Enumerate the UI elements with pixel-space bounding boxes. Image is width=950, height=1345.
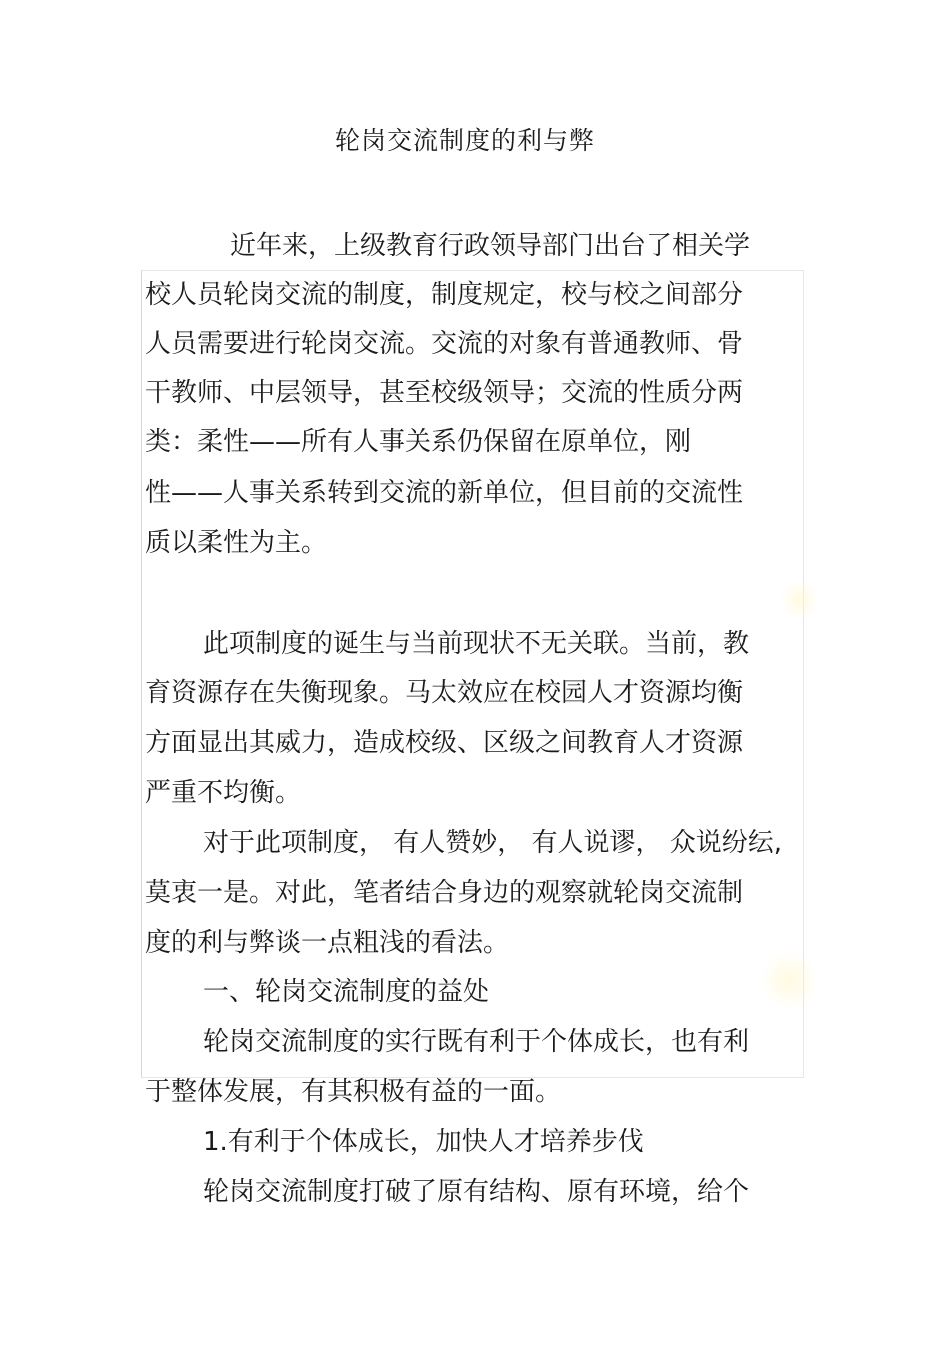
paragraph-line: 严重不均衡。 [145,778,302,808]
background-stain [780,580,820,620]
paragraph-line: 轮岗交流制度的实行既有利于个体成长，也有利 [203,1027,750,1057]
paragraph-line: 于整体发展，有其积极有益的一面。 [145,1077,562,1107]
paragraph-line: 类：柔性——所有人事关系仍保留在原单位，刚 [145,427,692,457]
subsection-heading: 1.有利于个体成长，加快人才培养步伐 [203,1127,644,1157]
paragraph-line: 方面显出其威力，造成校级、区级之间教育人才资源 [145,728,744,758]
paragraph-line: 对于此项制度， 有人赞妙， 有人说谬， 众说纷纭, [203,828,783,858]
paragraph-line: 此项制度的诞生与当前现状不无关联。当前，教 [203,629,750,659]
paragraph-line: 度的利与弊谈一点粗浅的看法。 [145,928,510,958]
paragraph-line: 干教师、中层领导，甚至校级领导；交流的性质分两 [145,378,744,408]
paragraph-line: 性——人事关系转到交流的新单位，但目前的交流性 [145,478,744,508]
paragraph-line: 校人员轮岗交流的制度，制度规定，校与校之间部分 [145,280,744,310]
paragraph-line: 人员需要进行轮岗交流。交流的对象有普通教师、骨 [145,329,744,359]
paragraph-line: 近年来，上级教育行政领导部门出台了相关学 [230,231,751,261]
paragraph-line: 质以柔性为主。 [145,528,328,558]
document-title: 轮岗交流制度的利与弊 [334,126,595,155]
paragraph-line: 育资源存在失衡现象。马太效应在校园人才资源均衡 [145,678,744,708]
paragraph-line: 轮岗交流制度打破了原有结构、原有环境，给个 [203,1177,750,1207]
paragraph-line: 莫衷一是。对此，笔者结合身边的观察就轮岗交流制 [145,878,744,908]
section-heading: 一、轮岗交流制度的益处 [203,977,490,1007]
